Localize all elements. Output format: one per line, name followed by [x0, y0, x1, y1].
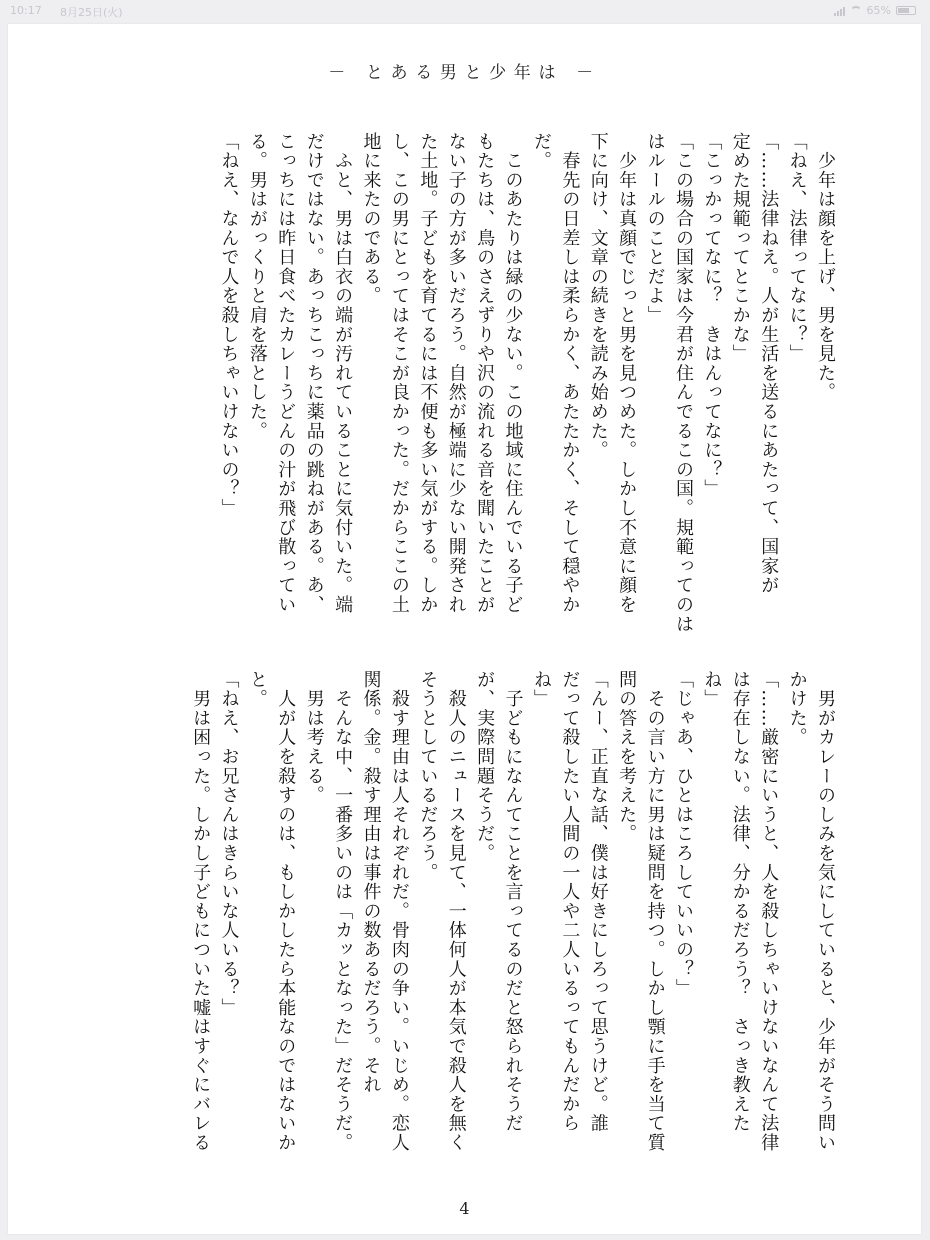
text-line: 定めた規範ってとこかな」	[729, 132, 751, 364]
text-line: 春先の日差しは柔らかく、あたたかく、そして穏やか	[559, 132, 581, 615]
text-line: 下に向け、文章の続きを読み始めた。	[587, 132, 609, 461]
text-line: 「じゃあ、ひとはころしていいの？」	[672, 670, 694, 999]
status-time: 10:17	[10, 4, 42, 17]
text-line: こっちには昨日食べたカレーうどんの汁が飛び散ってい	[275, 132, 297, 615]
text-line: ふと、男は白衣の端が汚れていることに気付いた。端	[332, 132, 354, 615]
text-line: ね」	[530, 670, 552, 709]
book-page[interactable]	[8, 24, 921, 1234]
text-line: が、実際問題そうだ。	[474, 670, 496, 863]
text-line: 問の答えを考えた。	[616, 670, 638, 844]
text-line: 男がカレーのしみを気にしていると、少年がそう問い	[815, 670, 836, 1153]
text-line: そんな中、一番多いのは「カッとなった」だそうだ。	[332, 670, 354, 1153]
text-block-upper	[139, 132, 839, 642]
text-line: 殺人のニュースを見て、一体何人が本気で殺人を無く	[445, 670, 467, 1153]
text-line: 「ねえ、法律ってなに？」	[786, 132, 808, 364]
text-line: 「ねえ、お兄さんはきらいな人いる？」	[218, 670, 240, 1018]
text-line: ね」	[701, 670, 723, 709]
text-line: ない子の方が多いだろう。自然が極端に少ない開発され	[445, 132, 467, 615]
text-line: 人が人を殺すのは、もしかしたら本能なのではないか	[275, 670, 297, 1153]
text-line: その言い方に男は疑問を持つ。しかし顎に手を当て質	[644, 670, 666, 1153]
text-block-lower	[139, 670, 839, 1170]
wifi-icon	[850, 6, 862, 15]
text-line: 「……法律ねえ。人が生活を送るにあたって、国家が	[758, 132, 780, 596]
text-line: 関係。金。殺す理由は事件の数あるだろう。それ	[360, 670, 382, 1095]
text-line: 男は困った。しかし子どもについた嘘はすぐにバレる	[190, 670, 212, 1153]
status-date: 8月25日(火)	[60, 6, 123, 19]
text-line: た土地。子どもを育てるには不便も多い気がする。しか	[417, 132, 439, 615]
text-line: と。	[246, 670, 268, 709]
page-number: 4	[459, 1199, 470, 1218]
text-line: 殺す理由は人それぞれだ。骨肉の争い。いじめ。恋人	[388, 670, 410, 1153]
battery-percent: 65%	[866, 4, 891, 17]
text-line: 「……厳密にいうと、人を殺しちゃいけないなんて法律	[758, 670, 780, 1153]
battery-icon	[896, 6, 916, 15]
running-header: － とある男と少年は －	[328, 63, 601, 83]
text-line: だけではない。あっちこっちに薬品の跳ねがある。あ、	[303, 132, 325, 615]
text-line: 子どもになんてことを言ってるのだと怒られそうだ	[502, 670, 524, 1134]
text-line: る。男はがっくりと肩を落とした。	[246, 132, 268, 441]
text-line: このあたりは緑の少ない。この地域に住んでいる子ど	[502, 132, 524, 615]
text-line: 「んー、正直な話、僕は好きにしろって思うけど。誰	[587, 670, 609, 1134]
text-line: そうとしているだろう。	[417, 670, 439, 883]
text-line: 少年は真顔でじっと男を見つめた。しかし不意に顔を	[616, 132, 638, 615]
text-line: かけた。	[786, 670, 808, 748]
text-line: だ。	[530, 132, 552, 171]
text-line: もたちは、鳥のさえずりや沢の流れる音を聞いたことが	[474, 132, 496, 615]
text-line: 「ねえ、なんで人を殺しちゃいけないの？」	[218, 132, 240, 518]
text-line: 男は考える。	[303, 670, 325, 806]
text-line: 「この場合の国家は今君が住んでるこの国。規範ってのは	[672, 132, 694, 634]
text-line: 「こっかってなに？ きはんってなに？」	[701, 132, 723, 499]
text-line: は存在しない。法律、分かるだろう？ さっき教えた	[729, 670, 751, 1134]
status-right	[834, 4, 916, 17]
text-line: し、この男にとってはそこが良かった。だからここの土	[388, 132, 410, 615]
text-line: はルールのことだよ」	[644, 132, 666, 325]
text-line: 地に来たのである。	[360, 132, 382, 306]
status-bar	[0, 0, 930, 22]
text-line: 少年は顔を上げ、男を見た。	[815, 132, 836, 403]
text-line: だって殺したい人間の一人や二人いるってもんだから	[559, 670, 581, 1134]
signal-icon	[834, 6, 845, 16]
